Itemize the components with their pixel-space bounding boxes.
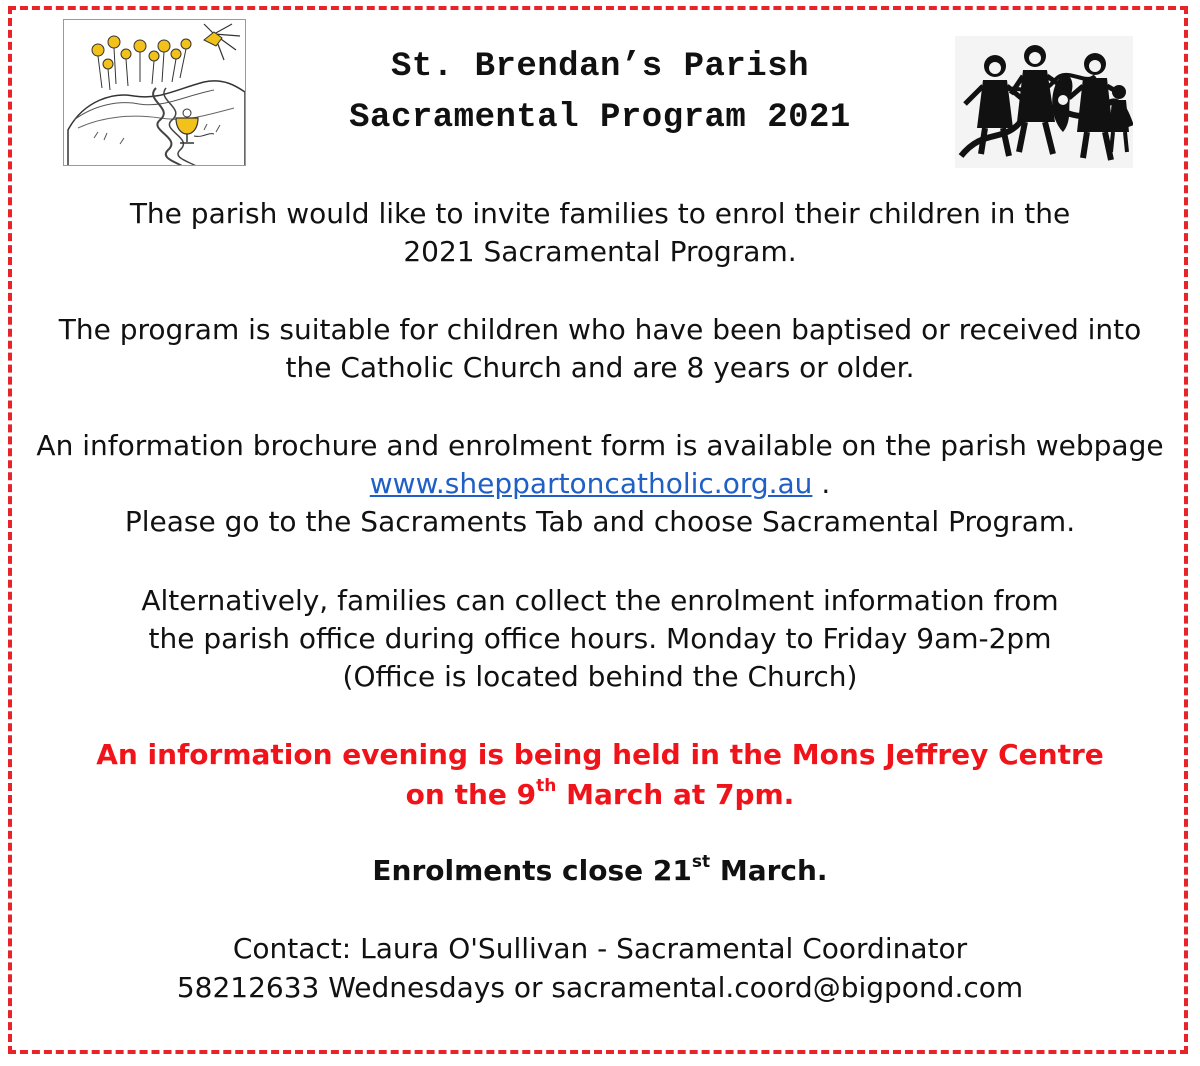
information-evening-notice (20, 735, 1180, 815)
brochure-paragraph (20, 427, 1180, 541)
contact-details (20, 929, 1180, 1007)
parish-website-link[interactable]: www.sheppartoncatholic.org.au (369, 467, 813, 500)
event-date-ordinal: th (536, 775, 557, 796)
office-line-3: (Office is located behind the Church) (342, 660, 858, 693)
title-program-name: Sacramental Program 2021 (349, 99, 851, 137)
office-line-2: the parish office during office hours. Monday to Friday 9am-2pm (148, 622, 1052, 655)
hills-sunflowers-illustration (64, 20, 246, 166)
event-date-suffix: March at 7pm. (556, 778, 795, 811)
eligibility-line-2: the Catholic Church and are 8 years or older. (285, 351, 915, 384)
brochure-line-1: An information brochure and enrolment form is available on the parish webpage (36, 429, 1164, 462)
contact-line-2: 58212633 Wednesdays or sacramental.coord@bigpond.com (176, 971, 1024, 1004)
close-prefix: Enrolments close 21 (372, 854, 692, 887)
dancing-children-image (955, 36, 1133, 168)
office-line-1: Alternatively, families can collect the enrolment information from (141, 584, 1059, 617)
brochure-line-2 (20, 465, 1180, 503)
contact-line-1: Contact: Laura O'Sullivan - Sacramental Coordinator (232, 932, 968, 965)
close-ordinal: st (691, 851, 711, 872)
eligibility-paragraph (20, 311, 1180, 387)
brochure-line-3: Please go to the Sacraments Tab and choose Sacramental Program. (124, 505, 1076, 538)
event-line-2 (20, 775, 1180, 815)
eligibility-line-1: The program is suitable for children who have been baptised or received into (58, 313, 1142, 346)
children-figures-illustration (955, 36, 1133, 168)
invitation-paragraph (20, 195, 1180, 271)
office-collection-paragraph (20, 582, 1180, 696)
invitation-line-1: The parish would like to invite families to enrol their children in the (129, 197, 1071, 230)
parish-logo-image (63, 19, 246, 166)
title-parish-name: St. Brendan’s Parish (390, 48, 810, 86)
close-suffix: March. (710, 854, 828, 887)
event-line-1: An information evening is being held in the Mons Jeffrey Centre (96, 738, 1104, 771)
enrolment-close-notice (20, 851, 1180, 891)
invitation-line-2: 2021 Sacramental Program. (403, 235, 797, 268)
link-suffix: . (812, 467, 831, 500)
event-date-prefix: on the 9 (405, 778, 537, 811)
